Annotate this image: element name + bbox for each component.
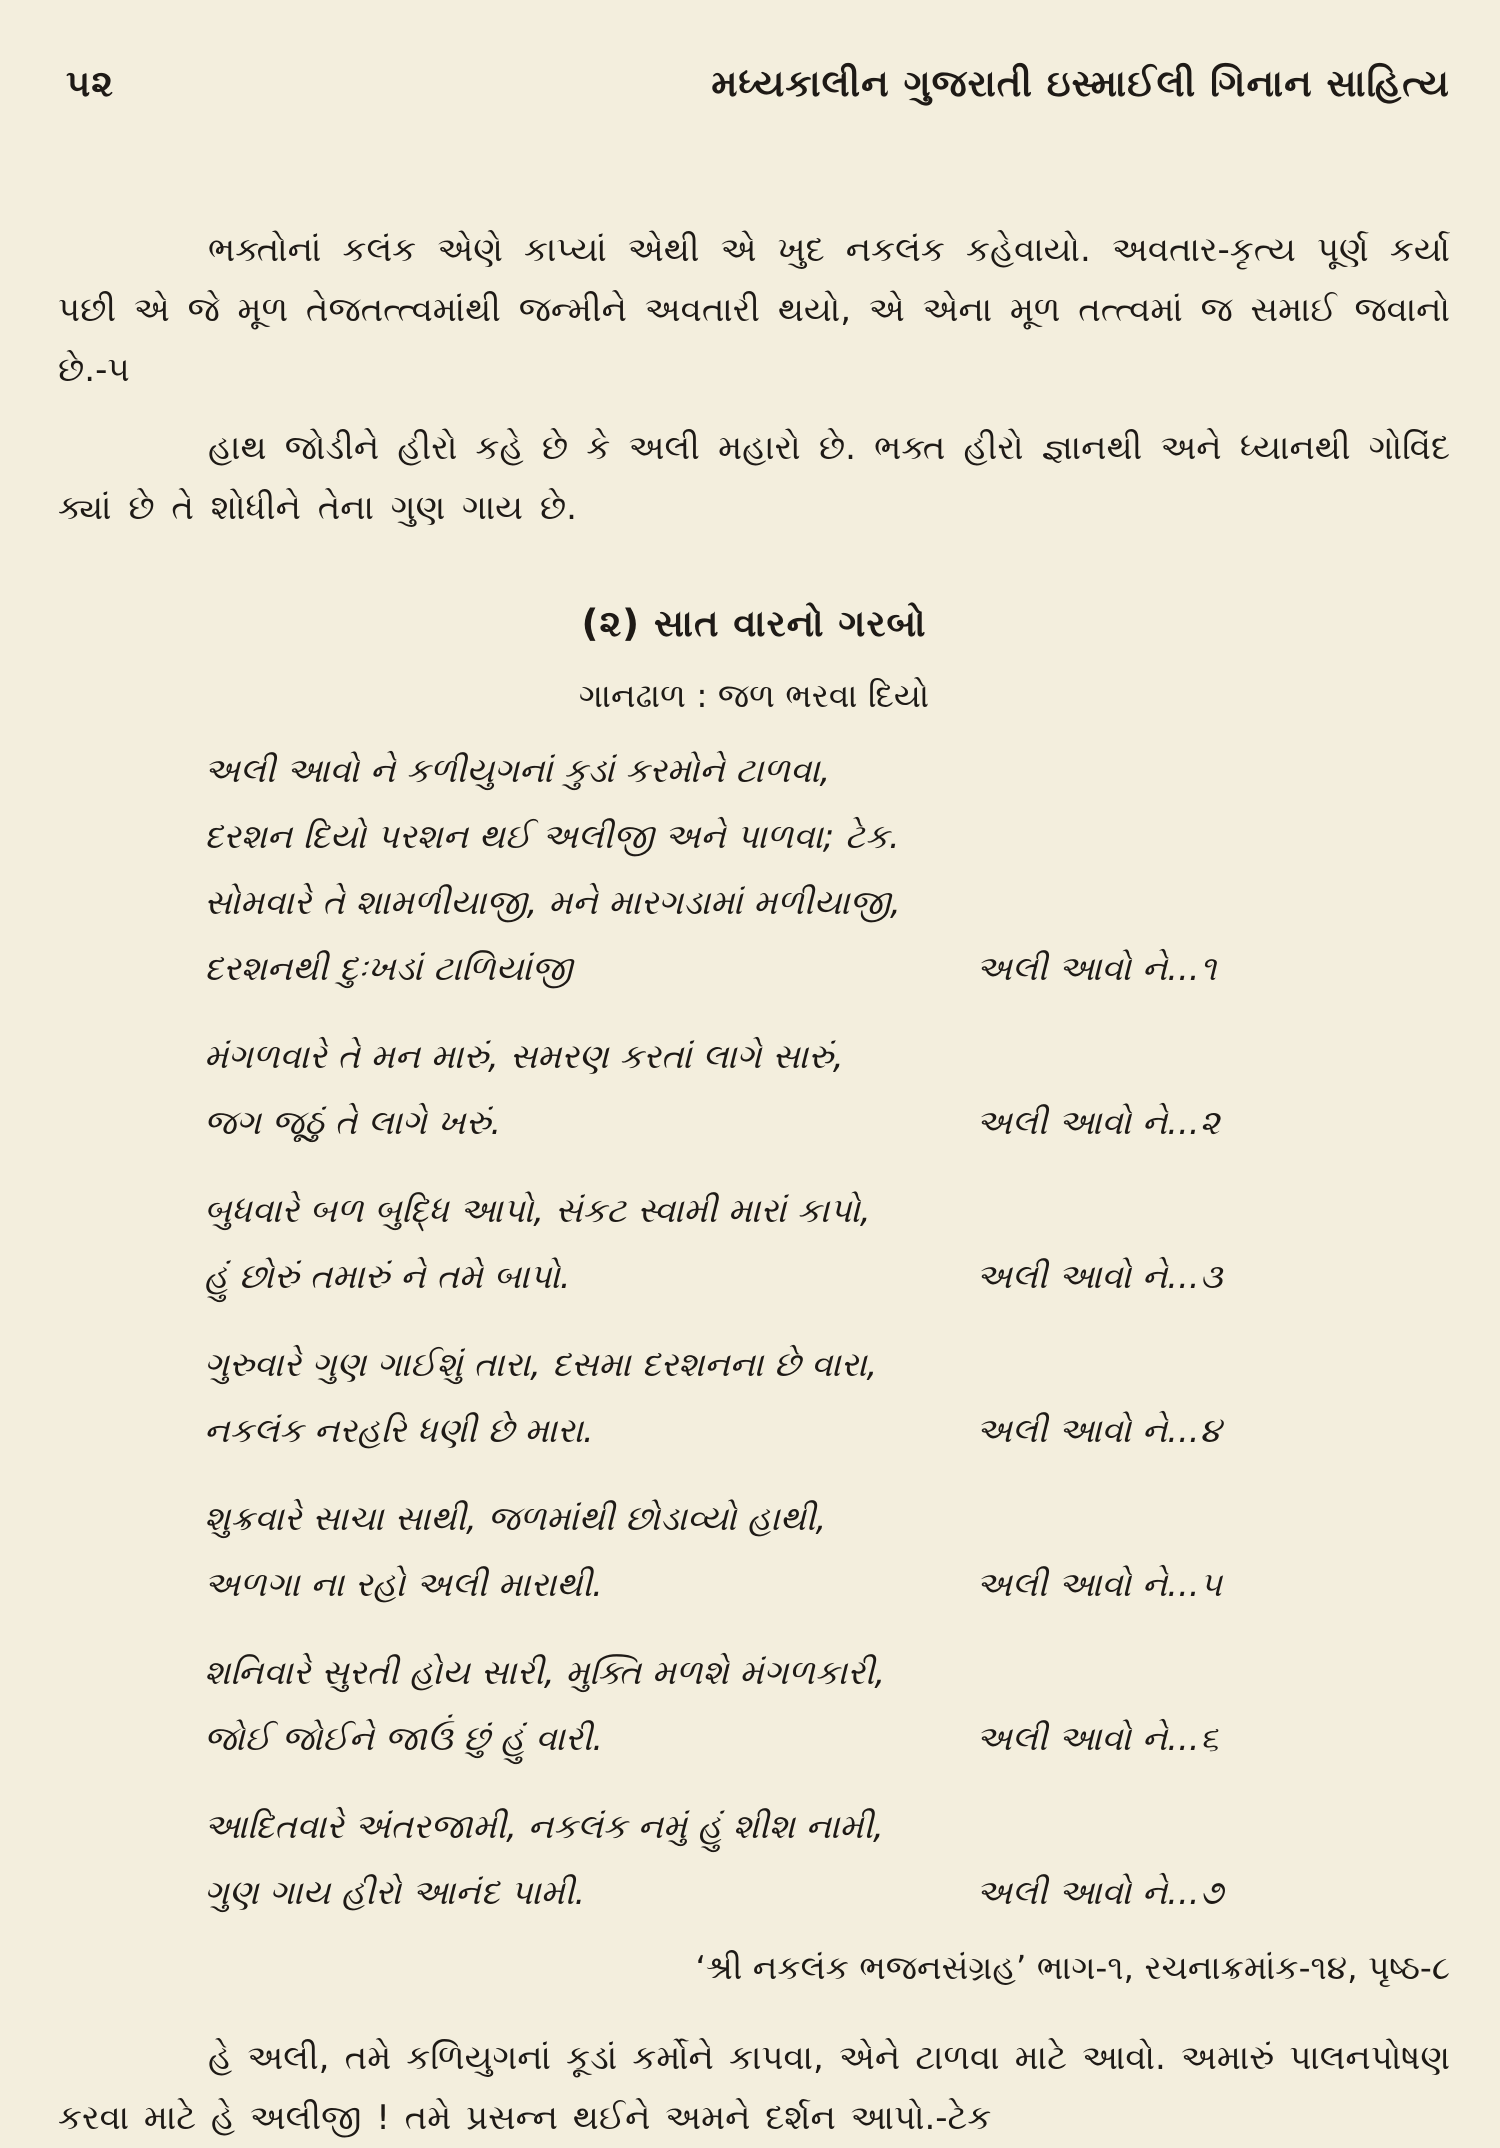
- verse-text: શનિવારે સુરતી હોય સારી, મુક્તિ મળશે મંગળકારી,: [204, 1653, 886, 1693]
- page-header: [58, 62, 1450, 122]
- stanza: [204, 1640, 1450, 1772]
- verse-text: દરશનથી દુઃખડાં ટાળિયાંજી: [204, 949, 573, 989]
- verse-line: [204, 936, 1450, 1002]
- verse-text: અળગા ના રહો અલી મારાથી.: [204, 1565, 603, 1605]
- verse-text: બુધવારે બળ બુદ્ધિ આપો, સંકટ સ્વામી મારાં કાપો,: [204, 1191, 871, 1231]
- verse-line: [204, 1486, 1450, 1552]
- song-title: (૨) સાત વારનો ગરબો: [581, 602, 927, 645]
- refrain-marker: અલી આવો ને...૧: [976, 949, 1217, 989]
- verse-line: [204, 1706, 1450, 1772]
- verse-text: મંગળવારે તે મન મારું, સમરણ કરતાં લાગે સારું,: [204, 1037, 844, 1077]
- refrain-marker: અલી આવો ને...૬: [976, 1719, 1219, 1759]
- verse-text: શુક્રવારે સાચા સાથી, જળમાંથી છોડાવ્યો હાથી,: [204, 1499, 827, 1539]
- refrain-marker: અલી આવો ને...૫: [976, 1565, 1222, 1605]
- verse-line: [204, 1794, 1450, 1860]
- refrain-marker: અલી આવો ને...૩: [976, 1257, 1223, 1297]
- verse-line: [204, 870, 1450, 936]
- stanza: [204, 1486, 1450, 1618]
- verse-text: ગુરુવારે ગુણ ગાઈશું તારા, દસમા દરશનના છે વારા,: [204, 1345, 878, 1385]
- verse-text: અલી આવો ને કળીયુગનાં કુડાં કરમોને ટાળવા,: [204, 751, 831, 791]
- verse-text: ગુણ ગાય હીરો આનંદ પામી.: [204, 1873, 586, 1913]
- stanza: [204, 1178, 1450, 1310]
- song-verses: [58, 738, 1450, 1926]
- verse-text: જોઈ જોઈને જાઉં છું હું વારી.: [204, 1719, 603, 1759]
- tune-line: ગાનઢાળ : જળ ભરવા દિયો: [578, 676, 930, 715]
- verse-text: નકલંક નરહરિ ધણી છે મારા.: [204, 1411, 594, 1451]
- verse-line: [204, 1090, 1450, 1156]
- verse-line: [204, 1178, 1450, 1244]
- verse-line: [204, 1860, 1450, 1926]
- verse-line: [204, 1640, 1450, 1706]
- verse-text: જગ જૂઠું તે લાગે ખરું.: [204, 1103, 502, 1143]
- verse-line: [204, 1244, 1450, 1310]
- refrain-marker: અલી આવો ને...૨: [976, 1103, 1220, 1143]
- verse-line: [204, 738, 1450, 804]
- page-number: ૫૨: [66, 62, 115, 105]
- verse-line: [204, 1552, 1450, 1618]
- book-title: મધ્યકાલીન ગુજરાતી ઇસ્માઈલી ગિનાન સાહિત્ય: [711, 62, 1450, 105]
- source-citation: ‘શ્રી નકલંક ભજનસંગ્રહ’ ભાગ-૧, રચનાક્રમાંક-૧૪, પૃષ્ઠ-૮: [695, 1948, 1450, 1987]
- stanza: [204, 1024, 1450, 1156]
- intro-paragraph: હાથ જોડીને હીરો કહે છે કે અલી મહારો છે. ભક્ત હીરો જ્ઞાનથી અને ધ્યાનથી ગોવિંદ ક્યાં છે તે શોધીને તેના ગુણ ગાય છે.: [58, 428, 1450, 528]
- verse-text: દરશન દિયો પરશન થઈ અલીજી અને પાળવા; ટેક.: [204, 817, 900, 857]
- refrain-marker: અલી આવો ને...૭: [976, 1873, 1224, 1913]
- stanza: [204, 1332, 1450, 1464]
- meaning-paragraph: હે અલી, તમે કળિયુગનાં કૂડાં કર્મોને કાપવા, એને ટાળવા માટે આવો. અમારું પાલનપોષણ કરવા માટે હે અલીજી ! તમે પ્રસન્ન થઈને અમને દર્શન આપો.-ટેક: [58, 2038, 1450, 2138]
- verse-line: [204, 1024, 1450, 1090]
- verse-line: [204, 1398, 1450, 1464]
- stanza: [204, 1794, 1450, 1926]
- stanza: [204, 738, 1450, 1002]
- verse-line: [204, 1332, 1450, 1398]
- refrain-marker: અલી આવો ને...૪: [976, 1411, 1221, 1451]
- intro-paragraph: ભક્તોનાં કલંક એણે કાપ્યાં એથી એ ખુદ નકલંક કહેવાયો. અવતાર-કૃત્ય પૂર્ણ કર્યા પછી એ જે મૂળ તેજતત્ત્વમાંથી જન્મીને અવતારી થયો, એ એના મૂળ તત્ત્વમાં જ સમાઈ જવાનો છે.-૫: [58, 230, 1450, 390]
- verse-line: [204, 804, 1450, 870]
- verse-text: હું છોરું તમારું ને તમે બાપો.: [204, 1257, 571, 1297]
- verse-text: આદિતવારે અંતરજામી, નકલંક નમું હું શીશ નામી,: [204, 1807, 884, 1847]
- verse-text: સોમવારે તે શામળીયાજી, મને મારગડામાં મળીયાજી,: [204, 883, 901, 923]
